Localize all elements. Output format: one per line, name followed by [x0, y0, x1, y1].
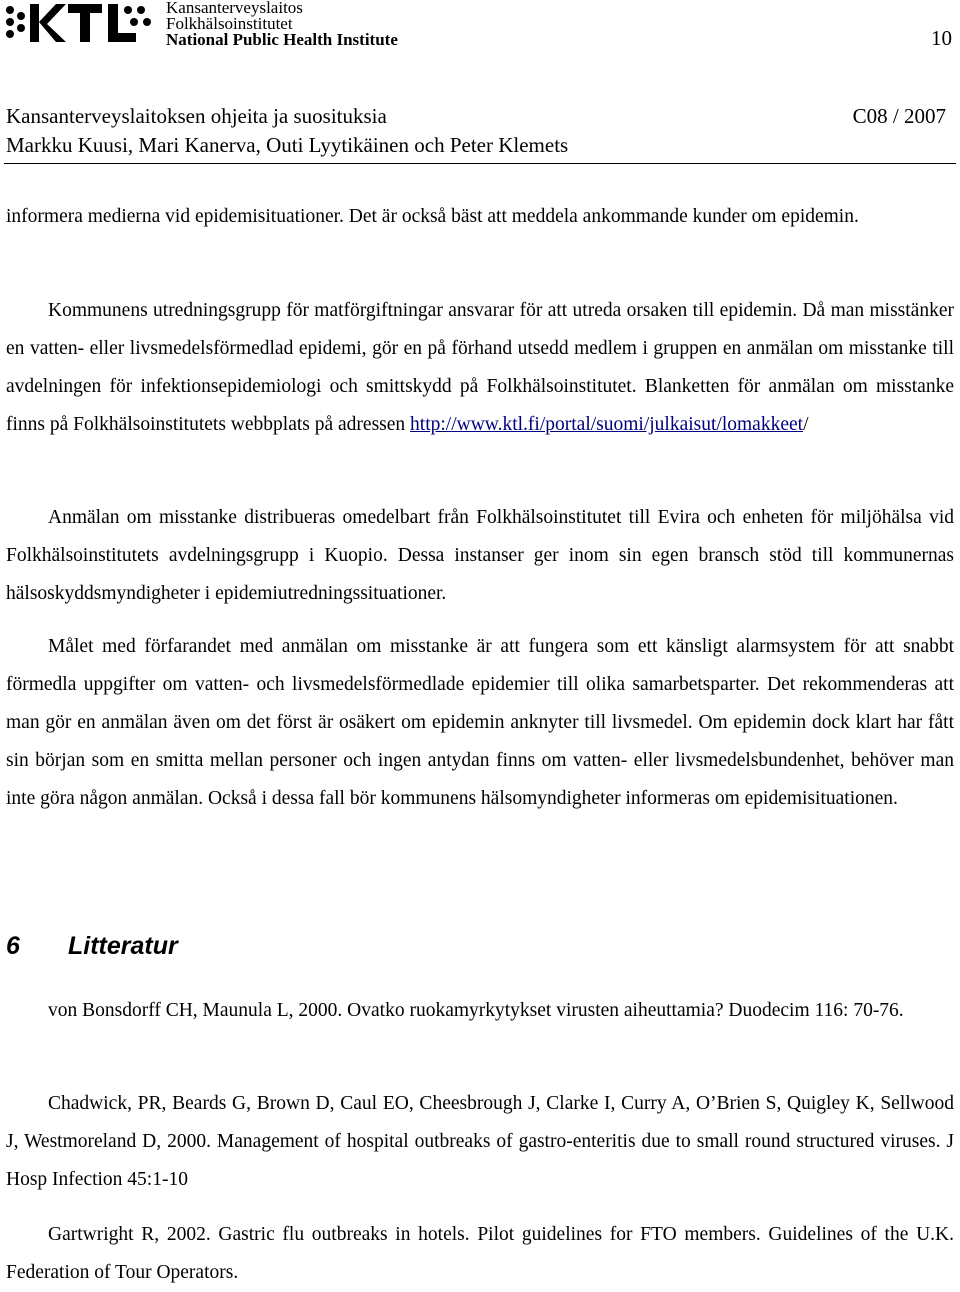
- series-title: Kansanterveyslaitoksen ohjeita ja suosituksia: [6, 104, 387, 128]
- header-divider: [4, 163, 956, 164]
- paragraph-text: informera medierna vid epidemisituationer. Det är också bäst att meddela ankommande kunder om epidemin.: [6, 206, 859, 227]
- page-number: 10: [931, 26, 952, 50]
- section-number: 6: [6, 932, 20, 960]
- lomakkeet-link[interactable]: http://www.ktl.fi/portal/suomi/julkaisut/lomakkeet: [410, 414, 804, 435]
- org-name-en: National Public Health Institute: [166, 30, 398, 49]
- reference-item: [6, 1216, 954, 1292]
- section-title: Litteratur: [68, 932, 178, 960]
- paragraph-text-end: /: [803, 414, 809, 435]
- reference-text: Chadwick, PR, Beards G, Brown D, Caul EO, Cheesbrough J, Clarke I, Curry A, O’Brien S, Quigley K, Sellwood J, Westmoreland D, 2000. Management of hospital outbreaks of gastro-enteritis due to small round structured viruses. J Hosp Infection 45:1-10: [6, 1093, 954, 1190]
- reference-item: [6, 1085, 954, 1199]
- body-paragraph-1: [6, 198, 954, 236]
- section-heading: [6, 932, 178, 961]
- paragraph-text-main: Kommunens utredningsgrupp för matförgiftningar ansvarar för att utreda orsaken till epidemin. Då man misstänker en vatten- eller livsmedelsförmedlad epidemi, gör en på förhand utsedd medlem i gruppen en anmälan om misstanke till avdelningen för infektionsepidemiologi och smittskydd på Folkhälsoinstitutet. Blanketten för anmälan om misstanke finns på Folkhälsoinstitutets webbplats på adressen: [6, 300, 954, 435]
- reference-text: von Bonsdorff CH, Maunula L, 2000. Ovatko ruokamyrkytykset virusten aiheuttamia? Duodecim 116: 70-76.: [48, 1000, 904, 1021]
- reference-item: [6, 992, 954, 1030]
- series-line: [6, 104, 946, 129]
- org-name-sv: Folkhälsoinstitutet: [166, 14, 293, 33]
- organization-names: [166, 0, 398, 48]
- series-code: C08 / 2007: [852, 104, 946, 128]
- body-paragraph-2: [6, 292, 954, 444]
- body-paragraph-3: [6, 499, 954, 613]
- reference-text: Gartwright R, 2002. Gastric flu outbreaks in hotels. Pilot guidelines for FTO members. Guidelines of the U.K. Federation of Tour Operators.: [6, 1224, 954, 1283]
- body-paragraph-4: [6, 628, 954, 818]
- paragraph-text: Anmälan om misstanke distribueras omedelbart från Folkhälsoinstitutet till Evira och enheten för miljöhälsa vid Folkhälsoinstitutets avdelningsgrupp i Kuopio. Dessa instanser ger inom sin egen bransch stöd till kommunernas hälsoskyddsmyndigheter i epidemiutredningssituationer.: [6, 507, 954, 604]
- authors: Markku Kuusi, Mari Kanerva, Outi Lyytikäinen och Peter Klemets: [6, 133, 569, 157]
- paragraph-text: [6, 292, 954, 444]
- ktl-logo-icon: [4, 0, 154, 46]
- paragraph-text: Målet med förfarandet med anmälan om misstanke är att fungera som ett känsligt alarmsystem för att snabbt förmedla uppgifter om vatten- och livsmedelsförmedlade epidemier till olika samarbetsparter. Det rekommenderas att man gör en anmälan även om det först är osäkert om epidemin anknyter till livsmedel. Om epidemin dock klart har fått sin början som en smitta mellan personer och ingen antydan finns om vatten- eller livsmedelsbundenhet, behöver man inte göra någon anmälan. Också i dessa fall bör kommunens hälsomyndigheter informeras om epidemisituationen.: [6, 636, 954, 809]
- org-name-fi: Kansanterveyslaitos: [166, 0, 303, 17]
